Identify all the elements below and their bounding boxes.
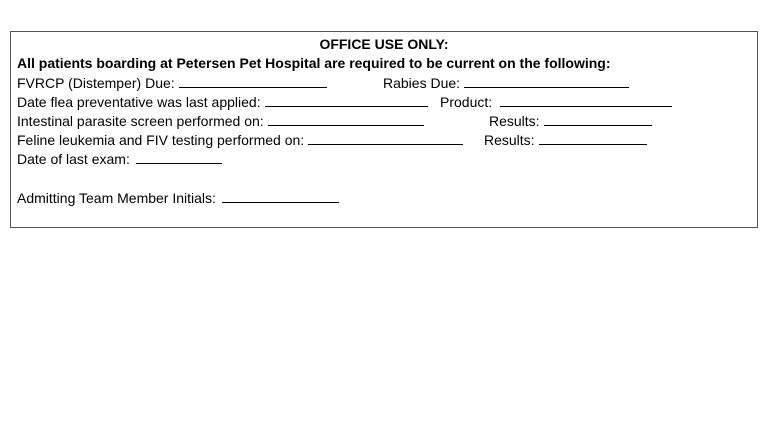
parasite-results-input[interactable] xyxy=(544,112,652,126)
fvrcp-input[interactable] xyxy=(179,74,327,88)
parasite-results-label: Results: xyxy=(489,113,540,129)
felv-date-input[interactable] xyxy=(308,131,463,145)
row-parasite xyxy=(17,112,757,131)
row-exam xyxy=(17,150,222,169)
row-flea xyxy=(17,93,757,112)
flea-date-input[interactable] xyxy=(265,93,428,107)
row-initials xyxy=(17,189,339,208)
felv-label: Feline leukemia and FIV testing performed on: xyxy=(17,132,305,148)
flea-field xyxy=(17,93,428,112)
row-vaccines xyxy=(17,74,757,93)
office-use-form xyxy=(10,31,758,228)
rabies-field xyxy=(383,74,629,93)
initials-label: Admitting Team Member Initials: xyxy=(17,190,216,206)
parasite-date-input[interactable] xyxy=(268,112,424,126)
fvrcp-label: FVRCP (Distemper) Due: xyxy=(17,75,175,91)
parasite-results-field xyxy=(489,112,652,131)
product-label: Product: xyxy=(440,94,493,110)
product-field xyxy=(440,93,672,112)
form-intro: All patients boarding at Petersen Pet Hospital are required to be current on the following: xyxy=(17,55,611,71)
felv-results-label: Results: xyxy=(484,132,535,148)
rabies-input[interactable] xyxy=(464,74,629,88)
exam-label: Date of last exam: xyxy=(17,151,130,167)
rabies-label: Rabies Due: xyxy=(383,75,461,91)
exam-date-input[interactable] xyxy=(136,150,222,164)
initials-input[interactable] xyxy=(222,189,339,203)
fvrcp-field xyxy=(17,74,327,93)
felv-field xyxy=(17,131,463,150)
parasite-label: Intestinal parasite screen performed on: xyxy=(17,113,264,129)
product-input[interactable] xyxy=(500,93,672,107)
flea-label: Date flea preventative was last applied: xyxy=(17,94,261,110)
row-felv xyxy=(17,131,757,150)
felv-results-input[interactable] xyxy=(539,131,647,145)
felv-results-field xyxy=(484,131,647,150)
parasite-field xyxy=(17,112,424,131)
form-heading: OFFICE USE ONLY: xyxy=(319,36,449,52)
